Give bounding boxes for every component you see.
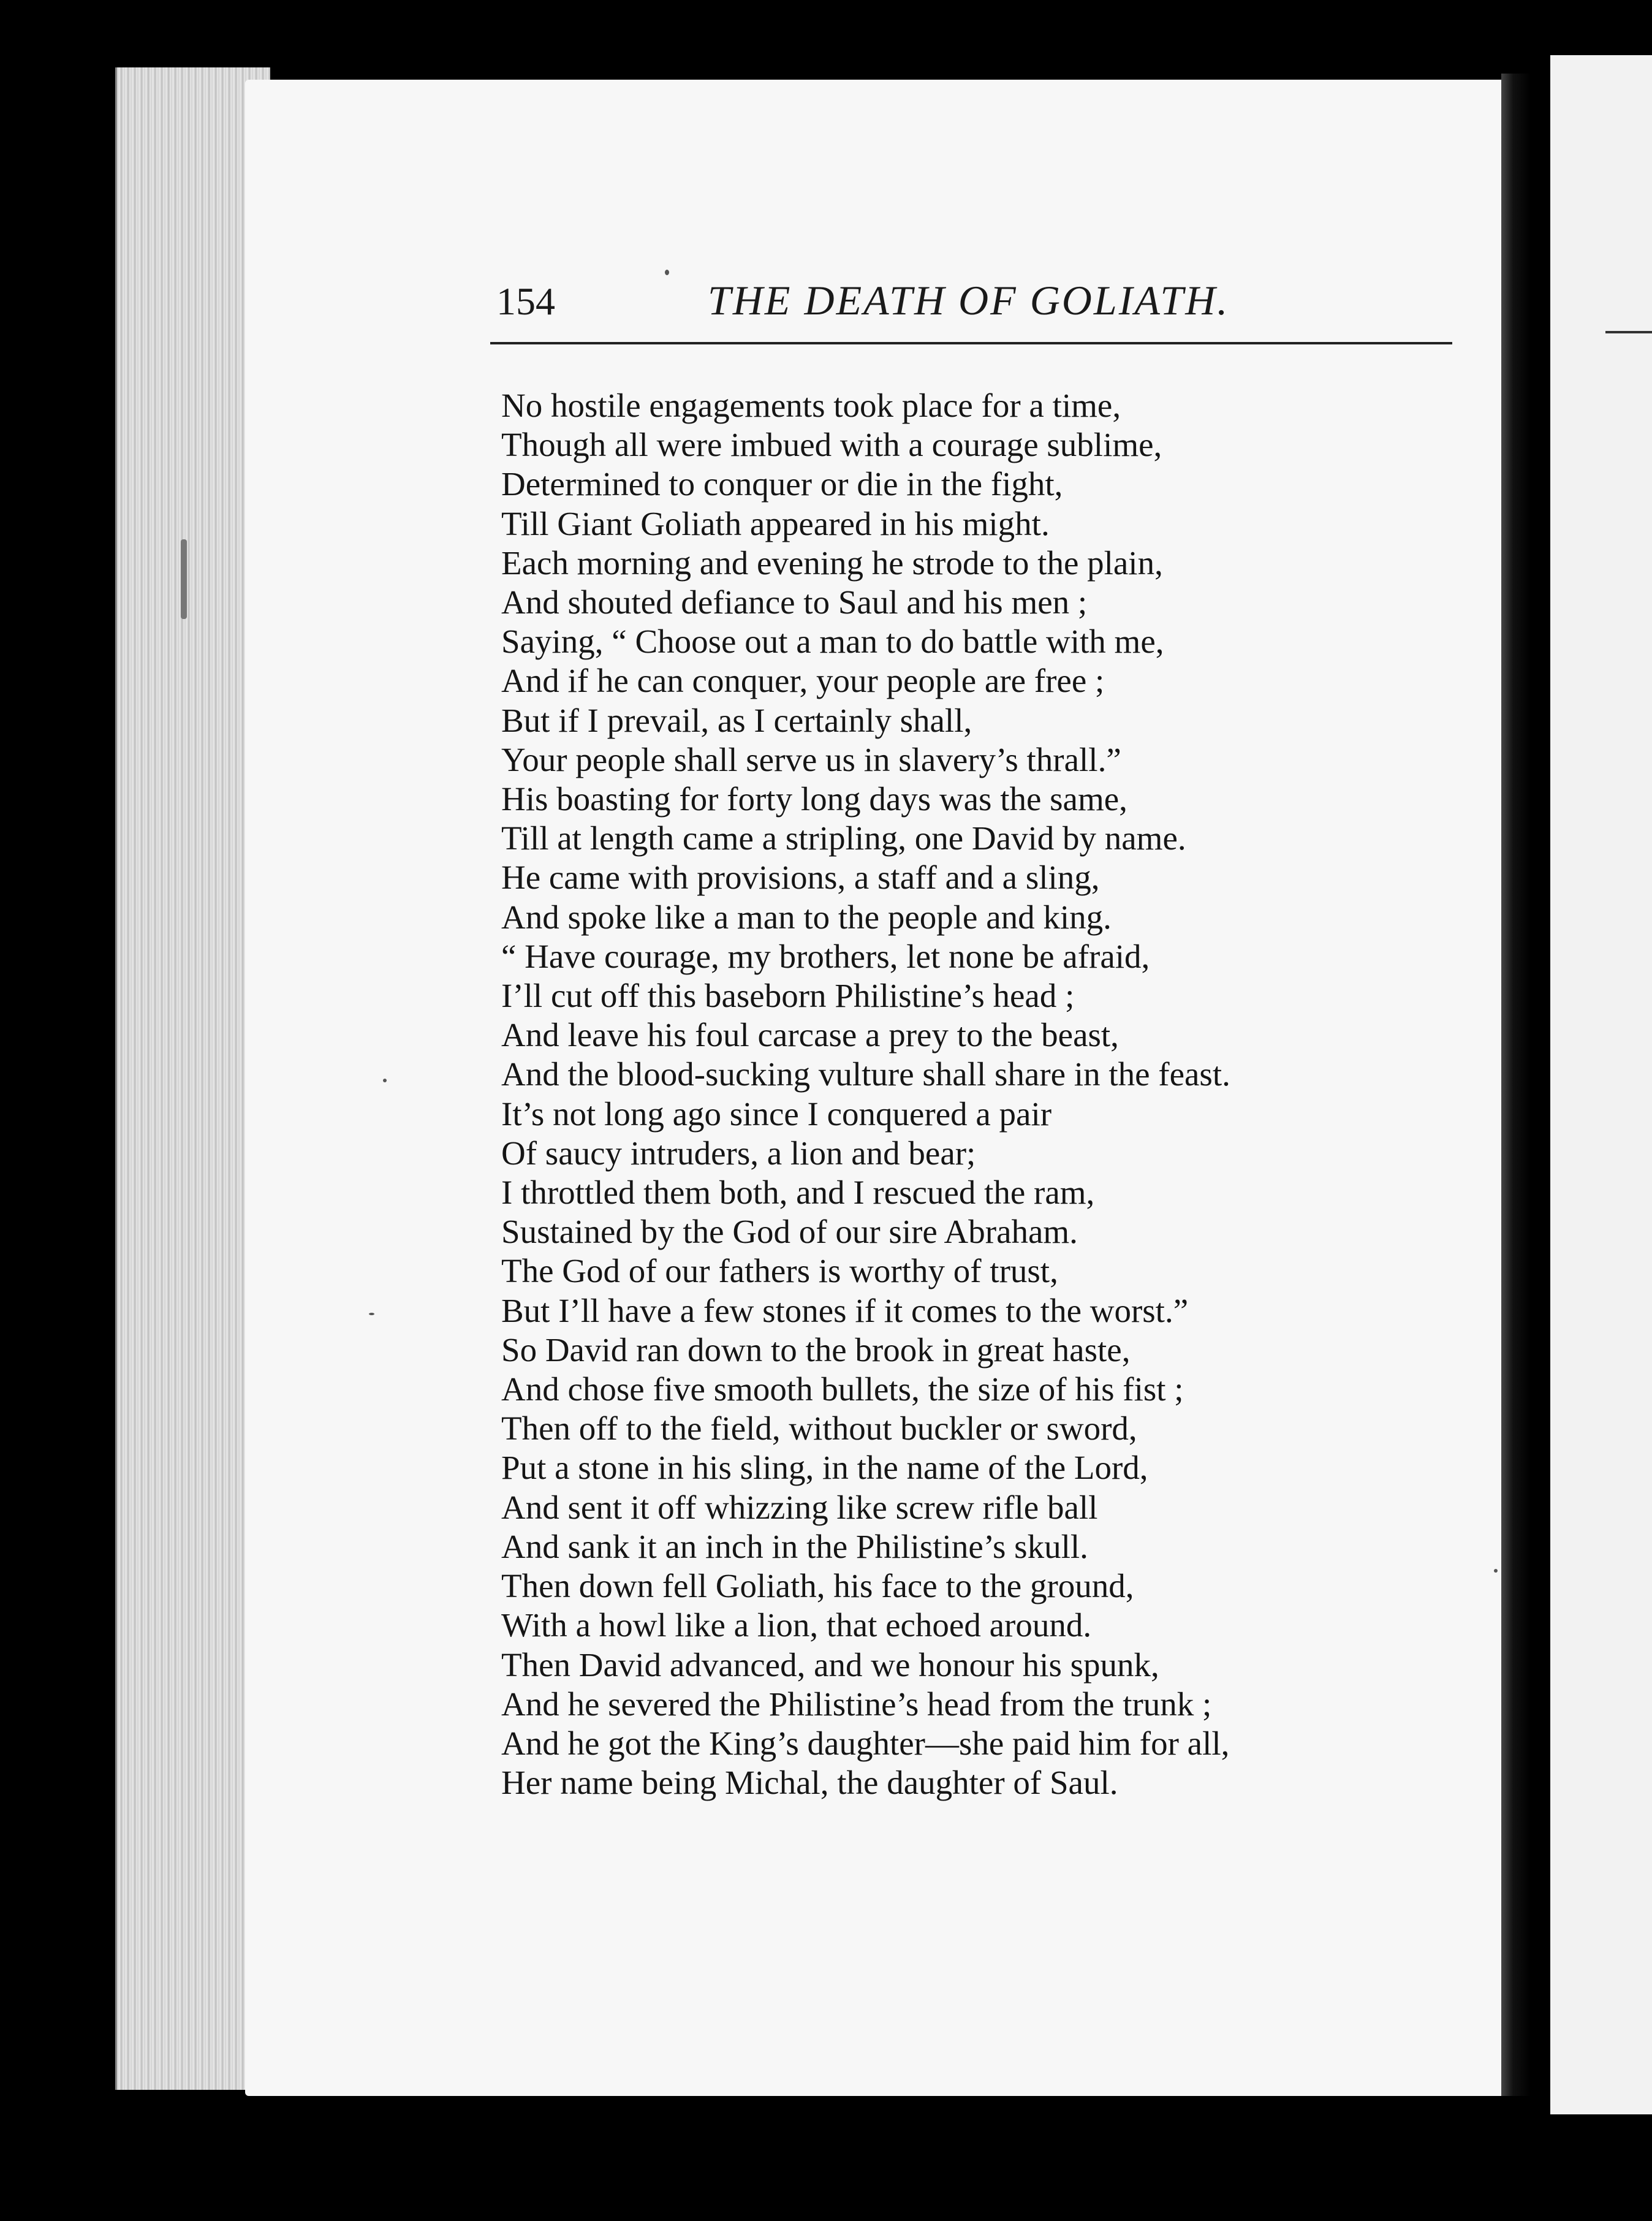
poem-line: And sent it off whizzing like screw rifle ball [501,1488,1098,1526]
poem-line: Determined to conquer or die in the fight, [501,465,1063,503]
poem-line: So David ran down to the brook in great haste, [501,1331,1131,1369]
poem-line: “ Have courage, my brothers, let none be afraid, [501,937,1150,975]
facing-page-edge [1550,55,1652,2114]
poem-line: And if he can conquer, your people are free ; [501,662,1105,700]
poem-line: And the blood-sucking vulture shall share in the feast. [501,1055,1230,1093]
poem-line: And shouted defiance to Saul and his men ; [501,583,1088,621]
facing-page-rule [1605,331,1652,333]
poem-line: With a howl like a lion, that echoed around. [501,1606,1092,1644]
poem-line: And he got the King’s daughter—she paid him for all, [501,1724,1230,1762]
ink-speck [383,1079,387,1082]
page-number: 154 [496,279,555,323]
poem-line: It’s not long ago since I conquered a pair [501,1095,1052,1133]
poem-line: The God of our fathers is worthy of trust, [501,1252,1058,1290]
poem-line: Then off to the field, without buckler or sword, [501,1410,1137,1448]
ink-speck [1494,1569,1498,1573]
running-title: THE DEATH OF GOLIATH. [708,277,1230,324]
poem-line: And sank it an inch in the Philistine’s skull. [501,1527,1088,1565]
poem-line: Sustained by the God of our sire Abraham. [501,1213,1078,1251]
poem-line: Her name being Michal, the daughter of Saul. [501,1764,1118,1802]
poem-line: He came with provisions, a staff and a sling, [501,859,1100,897]
poem-line: Your people shall serve us in slavery’s thrall.” [501,740,1121,778]
page-edge-mark [181,539,187,619]
poem-line: No hostile engagements took place for a time, [501,387,1121,424]
poem-line: Till Giant Goliath appeared in his might. [501,504,1050,542]
poem-line: Till at length came a stripling, one David by name. [501,819,1186,857]
poem-line: Then down fell Goliath, his face to the ground, [501,1567,1134,1605]
binding-gutter [1501,74,1531,2096]
poem-line: Then David advanced, and we honour his spunk, [501,1646,1159,1684]
poem-line: Saying, “ Choose out a man to do battle with me, [501,623,1164,661]
poem-line: And chose five smooth bullets, the size of his fist ; [501,1370,1184,1408]
poem-line: I throttled them both, and I rescued the ram, [501,1174,1095,1212]
poem-line: And he severed the Philistine’s head from the trunk ; [501,1685,1212,1723]
poem-line: And spoke like a man to the people and king. [501,898,1112,936]
poem-line: And leave his foul carcase a prey to the beast, [501,1016,1119,1054]
ink-speck [665,270,669,275]
poem-line: Each morning and evening he strode to the plain, [501,544,1163,582]
poem-line: But if I prevail, as I certainly shall, [501,701,972,739]
poem-line: Of saucy intruders, a lion and bear; [501,1134,976,1172]
header-rule [490,342,1452,344]
poem-line: I’ll cut off this baseborn Philistine’s head ; [501,977,1075,1015]
ink-speck [369,1313,374,1315]
poem-line: Though all were imbued with a courage sublime, [501,426,1162,464]
poem-text [501,386,1457,1802]
poem-line: His boasting for forty long days was the same, [501,780,1127,818]
poem-line: Put a stone in his sling, in the name of the Lord, [501,1449,1148,1487]
page-header [496,273,1452,340]
poem-line: But I’ll have a few stones if it comes to the worst.” [501,1291,1189,1329]
